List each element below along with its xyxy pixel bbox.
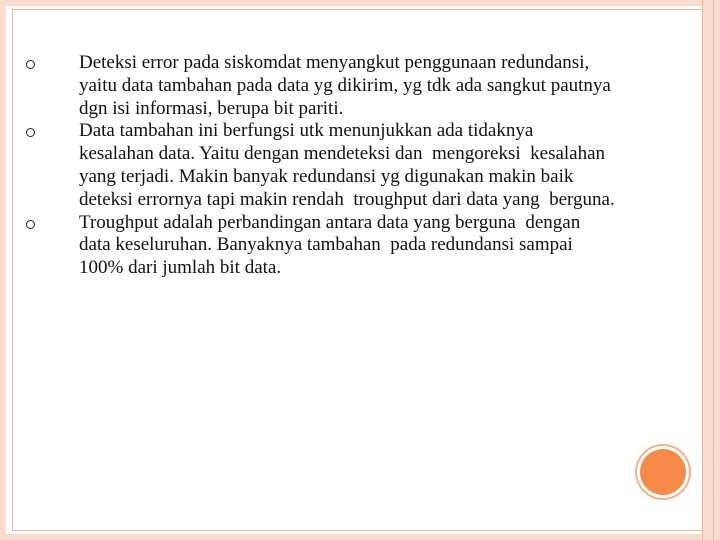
bullet-line: Deteksi error pada siskomdat menyangkut penggunaan redundansi, (79, 52, 590, 73)
bullet-item-1 (26, 52, 706, 120)
bullet-line: yang terjadi. Makin banyak redundansi yg digunakan makin baik (79, 165, 574, 187)
bullet-line: data keseluruhan. Banyaknya tambahan pada redundansi sampai (79, 234, 573, 256)
bullet-line: Troughput adalah perbandingan antara data yang berguna dengan (79, 211, 581, 233)
bullet-item-3 (26, 212, 706, 280)
bullet-line: yaitu data tambahan pada data yg dikirim, yg tdk ada sangkut pautnya (79, 74, 611, 96)
bullet-line: Data tambahan ini berfungsi utk menunjukkan ada tidaknya (79, 120, 534, 142)
bullet-circle-icon (26, 220, 35, 229)
bullet-line: deteksi errornya tapi makin rendah troughput dari data yang berguna. (79, 188, 615, 210)
bullet-line: dgn isi informasi, berupa bit pariti. (79, 97, 344, 119)
bullet-item-2 (26, 120, 706, 211)
bullet-circle-icon (26, 60, 35, 69)
bullet-circle-icon (26, 128, 35, 137)
bullet-line: kesalahan data. Yaitu dengan mendeteksi dan mengoreksi kesalahan (79, 143, 606, 165)
bullet-line: 100% dari jumlah bit data. (79, 257, 282, 279)
decorative-circle (640, 449, 686, 495)
bullet-list (26, 52, 706, 280)
